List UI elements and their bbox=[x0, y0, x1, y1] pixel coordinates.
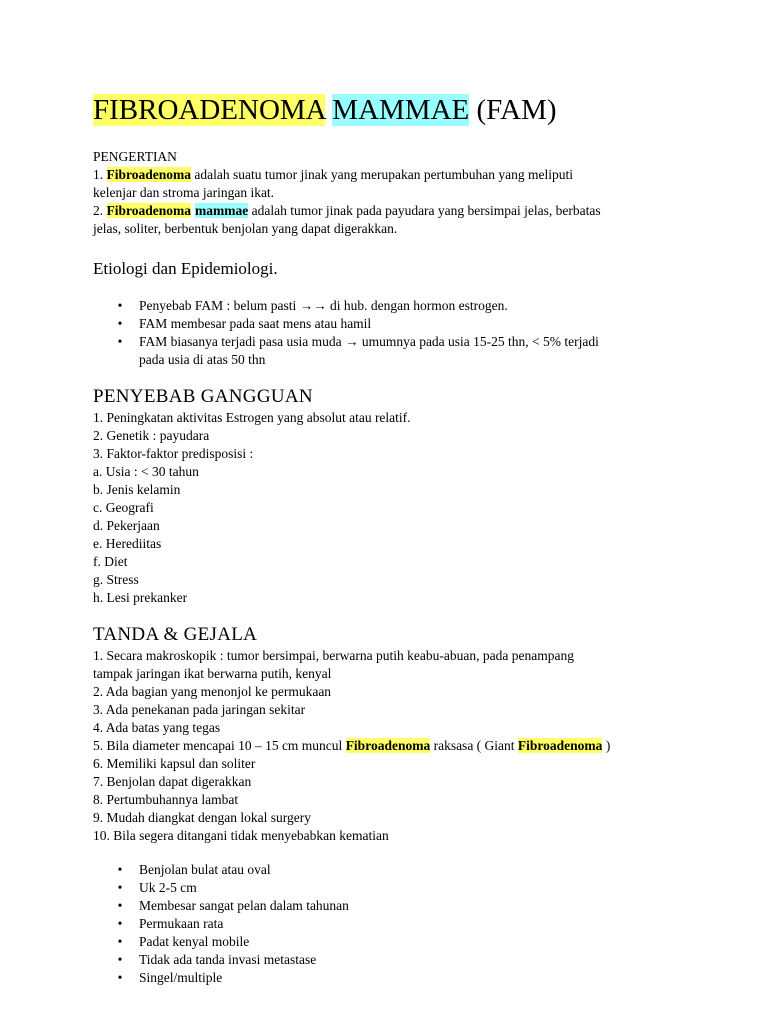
list-item bbox=[113, 879, 349, 897]
term-mammae: mammae bbox=[195, 203, 249, 218]
item-number: 2. bbox=[93, 203, 104, 218]
penyebab-heading: PENYEBAB GANGGUAN bbox=[93, 386, 313, 407]
list-item bbox=[113, 315, 599, 333]
term-fibroadenoma: Fibroadenoma bbox=[517, 738, 603, 753]
term-fibroadenoma: Fibroadenoma bbox=[106, 167, 192, 182]
tanda-item: 8. Pertumbuhannya lambat bbox=[93, 792, 239, 807]
tanda-item: 10. Bila segera ditangani tidak menyebabkan kematian bbox=[93, 828, 389, 843]
pengertian-item-1-text: adalah suatu tumor jinak yang merupakan pertumbuhan yang meliputi bbox=[194, 167, 574, 182]
penyebab-item: f. Diet bbox=[93, 554, 128, 569]
list-item-text-continuation: pada usia di atas 50 thn bbox=[139, 352, 266, 367]
bullet-icon: • bbox=[117, 862, 123, 877]
list-item bbox=[113, 969, 349, 987]
penyebab-item: 2. Genetik : payudara bbox=[93, 428, 210, 443]
penyebab-item: c. Geografi bbox=[93, 500, 154, 515]
tanda-item: 7. Benjolan dapat digerakkan bbox=[93, 774, 252, 789]
list-item-text: FAM membesar pada saat mens atau hamil bbox=[139, 316, 372, 331]
penyebab-item: d. Pekerjaan bbox=[93, 518, 160, 533]
bullet-icon: • bbox=[117, 970, 123, 985]
pengertian-item-1-line-1 bbox=[93, 166, 573, 184]
bullet-icon: • bbox=[117, 298, 123, 313]
pengertian-item-2-line-1 bbox=[93, 202, 601, 220]
list-item bbox=[113, 861, 349, 879]
etiologi-bullet-list bbox=[113, 297, 599, 369]
tanda-bullet-list bbox=[113, 861, 349, 987]
tanda-item-5 bbox=[93, 737, 610, 755]
term-fibroadenoma: Fibroadenoma bbox=[345, 738, 431, 753]
bullet-icon: • bbox=[117, 334, 123, 349]
item-number: 1. bbox=[93, 167, 104, 182]
title-word-fibroadenoma: FIBROADENOMA bbox=[93, 94, 326, 126]
bullet-icon: • bbox=[117, 880, 123, 895]
penyebab-item: a. Usia : < 30 tahun bbox=[93, 464, 199, 479]
tanda-list bbox=[93, 647, 610, 845]
list-item-text: FAM biasanya terjadi pasa usia muda → umumnya pada usia 15-25 thn, < 5% terjadi bbox=[139, 334, 599, 349]
title-suffix: (FAM) bbox=[476, 94, 557, 126]
list-item bbox=[113, 297, 599, 315]
etiologi-heading bbox=[93, 257, 278, 281]
tanda-item-continuation: tampak jaringan ikat berwarna putih, kenyal bbox=[93, 666, 332, 681]
term-fibroadenoma: Fibroadenoma bbox=[106, 203, 192, 218]
tanda-heading: TANDA & GEJALA bbox=[93, 624, 258, 645]
pengertian-item-1-line-2: kelenjar dan stroma jaringan ikat. bbox=[93, 185, 275, 200]
list-item bbox=[113, 951, 349, 969]
list-item-text: Penyebab FAM : belum pasti →→ di hub. dengan hormon estrogen. bbox=[139, 298, 508, 313]
pengertian-label: PENGERTIAN bbox=[93, 149, 177, 164]
penyebab-item: g. Stress bbox=[93, 572, 139, 587]
list-item bbox=[113, 915, 349, 933]
pengertian-item-2-line-2: jelas, soliter, berbentuk benjolan yang dapat digerakkan. bbox=[93, 221, 398, 236]
penyebab-item: e. Herediitas bbox=[93, 536, 162, 551]
penyebab-item: 1. Peningkatan aktivitas Estrogen yang absolut atau relatif. bbox=[93, 410, 411, 425]
list-item-text: Membesar sangat pelan dalam tahunan bbox=[139, 898, 349, 913]
tanda-item: 3. Ada penekanan pada jaringan sekitar bbox=[93, 702, 306, 717]
bullet-icon: • bbox=[117, 934, 123, 949]
tanda-item: 6. Memiliki kapsul dan soliter bbox=[93, 756, 256, 771]
list-item-text: Benjolan bulat atau oval bbox=[139, 862, 271, 877]
bullet-icon: • bbox=[117, 952, 123, 967]
penyebab-item: b. Jenis kelamin bbox=[93, 482, 181, 497]
list-item bbox=[113, 933, 349, 951]
tanda-item-5-text: raksasa ( Giant bbox=[433, 738, 515, 753]
list-item-text: Singel/multiple bbox=[139, 970, 223, 985]
list-item-text: Uk 2-5 cm bbox=[139, 880, 197, 895]
title-word-mammae: MAMMAE bbox=[332, 94, 470, 126]
etiologi-heading-text: Etiologi dan Epidemiologi bbox=[93, 259, 274, 278]
pengertian-item-2-text: adalah tumor jinak pada payudara yang bersimpai jelas, berbatas bbox=[251, 203, 601, 218]
etiologi-heading-dot: . bbox=[273, 259, 278, 278]
tanda-item: 1. Secara makroskopik : tumor bersimpai, berwarna putih keabu-abuan, pada penampang bbox=[93, 648, 574, 663]
tanda-item-5-text: 5. Bila diameter mencapai 10 – 15 cm muncul bbox=[93, 738, 343, 753]
document-title bbox=[93, 92, 557, 128]
list-item-text: Tidak ada tanda invasi metastase bbox=[139, 952, 317, 967]
tanda-item: 9. Mudah diangkat dengan lokal surgery bbox=[93, 810, 311, 825]
penyebab-item: 3. Faktor-faktor predisposisi : bbox=[93, 446, 254, 461]
bullet-icon: • bbox=[117, 898, 123, 913]
tanda-item-5-text: ) bbox=[605, 738, 611, 753]
tanda-item: 4. Ada batas yang tegas bbox=[93, 720, 221, 735]
list-item bbox=[113, 897, 349, 915]
list-item-text: Permukaan rata bbox=[139, 916, 224, 931]
list-item-text: Padat kenyal mobile bbox=[139, 934, 250, 949]
bullet-icon: • bbox=[117, 316, 123, 331]
bullet-icon: • bbox=[117, 916, 123, 931]
list-item bbox=[113, 333, 599, 369]
penyebab-item: h. Lesi prekanker bbox=[93, 590, 188, 605]
tanda-item: 2. Ada bagian yang menonjol ke permukaan bbox=[93, 684, 332, 699]
penyebab-list bbox=[93, 409, 411, 607]
